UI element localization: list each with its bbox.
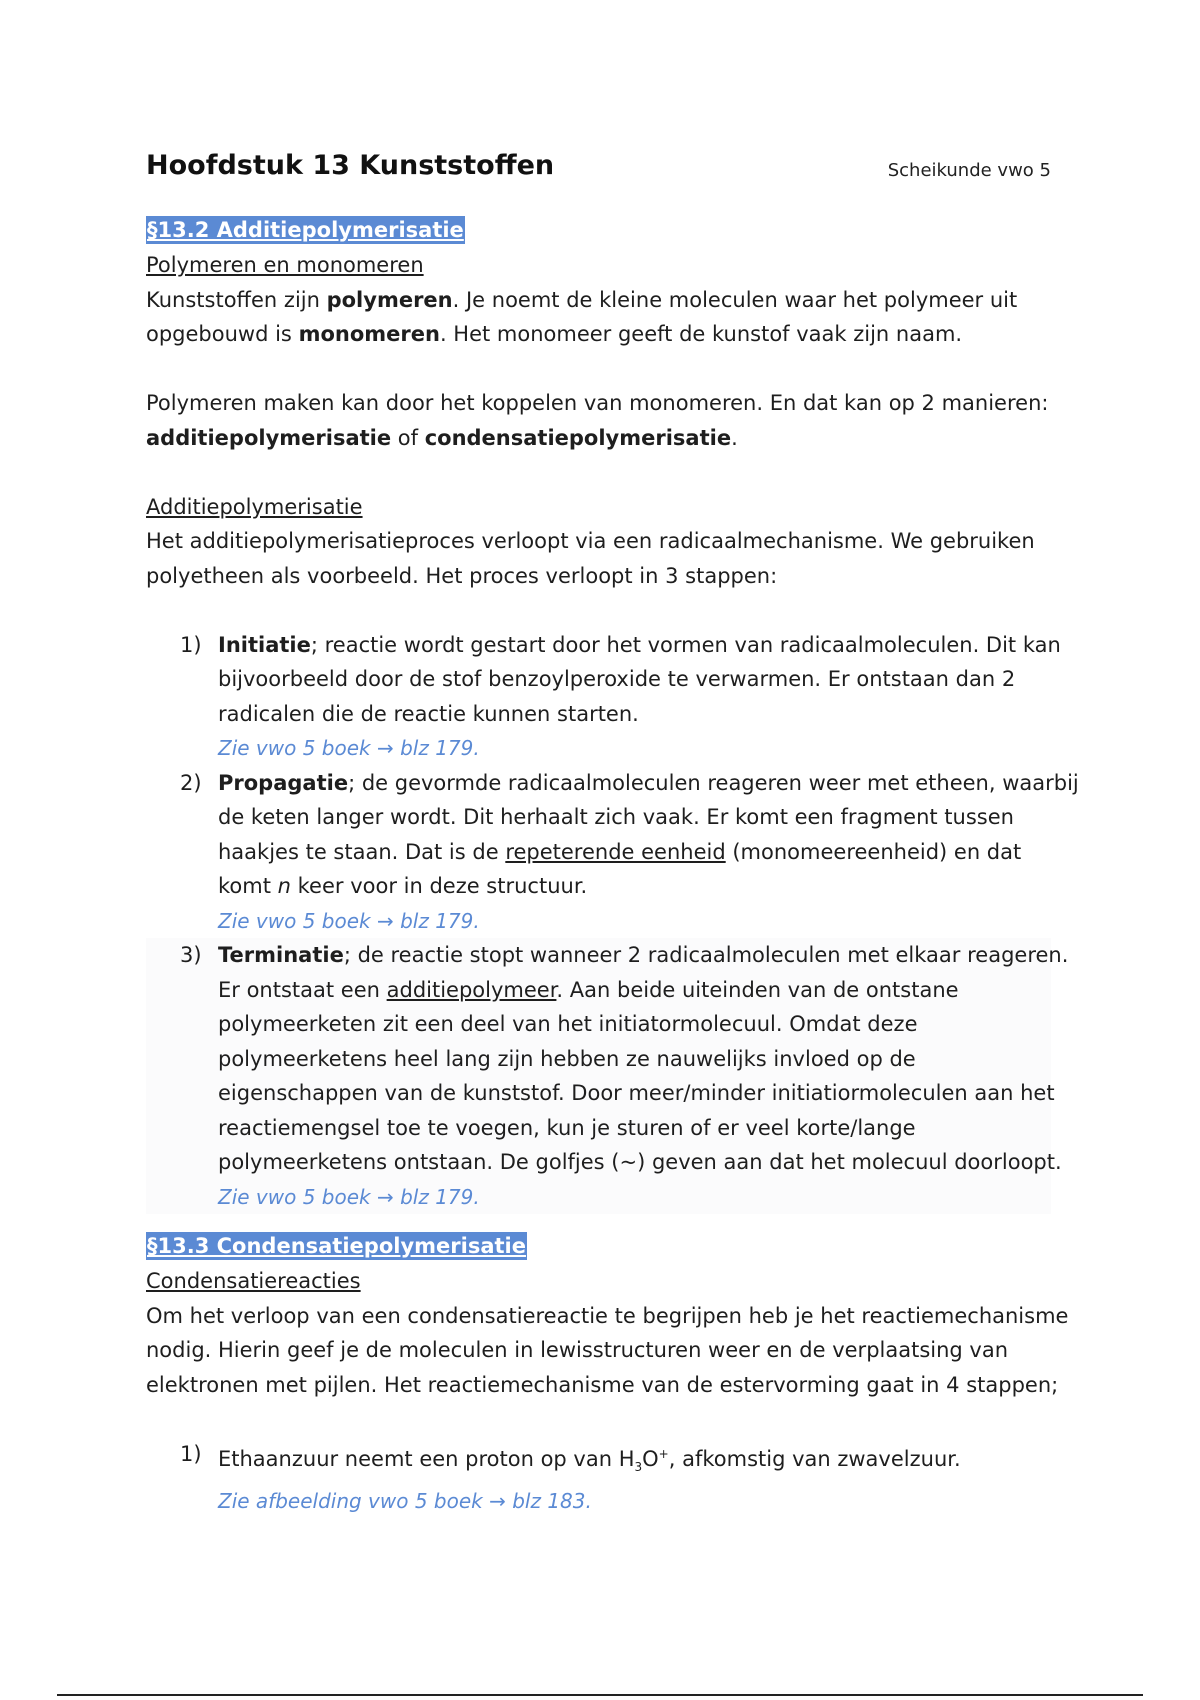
subheading-condensatiereacties: Condensatiereacties: [146, 1269, 361, 1293]
list-item: 1) Ethaanzuur neemt een proton op van $H_3O^+$, afkomstig van zwavelzuur. Zie afbeelding vwo 5 boek → blz 183.: [146, 1437, 1051, 1519]
paragraph-line: Het additiepolymerisatieproces verloopt via een radicaalmechanisme. We gebruiken: [146, 529, 1035, 553]
list-number: 1): [180, 1441, 202, 1466]
book-reference: Zie vwo 5 boek → blz 179.: [218, 908, 480, 933]
paragraph-line: polyetheen als voorbeeld. Het proces verloopt in 3 stappen:: [146, 563, 778, 588]
page-header: [146, 150, 1051, 190]
paragraph-line: elektronen met pijlen. Het reactiemechanisme van de estervorming gaat in 4 stappen;: [146, 1372, 1059, 1397]
document-subject: Scheikunde vwo 5: [887, 160, 1051, 181]
paragraph-line: nodig. Hierin geef je de moleculen in lewisstructuren weer en de verplaatsing van: [146, 1338, 1009, 1362]
paragraph-line: Polymeren maken kan door het koppelen van monomeren. En dat kan op 2 manieren:: [146, 391, 1049, 415]
list-item: 2) Propagatie; de gevormde radicaalmoleculen reageren weer met etheen, waarbij de keten langer wordt. Dit herhaalt zich vaak. Er komt een fragment tussen haakjes te staan. Dat is de repeterende eenheid (monomeereenheid) en dat komt n keer voor in deze structuur. Zie vwo 5 boek → blz 179.: [146, 766, 1051, 939]
footer-divider: [57, 1694, 1143, 1696]
paragraph-line: Om het verloop van een condensatiereactie te begrijpen heb je het reactiemechanisme: [146, 1303, 1069, 1328]
subheading-polymeren: Polymeren en monomeren: [146, 253, 424, 277]
section-heading-13-3[interactable]: §13.3 Condensatiepolymerisatie: [147, 1234, 526, 1258]
section-13-3: [146, 1232, 1069, 1519]
list-number: 2): [180, 770, 202, 795]
book-reference: Zie vwo 5 boek → blz 179.: [218, 1184, 480, 1209]
steps-list: [146, 1437, 1051, 1519]
section-heading-13-2[interactable]: §13.2 Additiepolymerisatie: [147, 218, 464, 242]
document-body: [146, 216, 1079, 1519]
paragraph-line: additiepolymerisatie of condensatiepolymerisatie.: [146, 425, 738, 450]
paragraph-line: opgebouwd is monomeren. Het monomeer geeft de kunstof vaak zijn naam.: [146, 322, 963, 346]
list-item: 1) Initiatie; reactie wordt gestart door het vormen van radicaalmoleculen. Dit kan bijvoorbeeld door de stof benzoylperoxide te verwarmen. Er ontstaan dan 2 radicalen die de reactie kunnen starten. Zie vwo 5 boek → blz 179.: [146, 628, 1051, 766]
subheading-additiepolymerisatie: Additiepolymerisatie: [146, 494, 363, 519]
list-item: 3) Terminatie; de reactie stopt wanneer 2 radicaalmoleculen met elkaar reageren. Er ontstaat een additiepolymeer. Aan beide uiteinden van de ontstane polymeerketen zit een deel van het initiatormolecuul. Omdat deze polymeerketens heel lang zijn hebben ze nauwelijks invloed op de eigenschappen van de kunststof. Door meer/minder initiatiormoleculen aan het reactiemengsel toe te voegen, kun je sturen of er veel korte/lange polymeerketens ontstaan. De golfjes (~) geven aan dat het molecuul doorloopt. Zie vwo 5 boek → blz 179.: [146, 938, 1051, 1214]
book-reference: Zie vwo 5 boek → blz 179.: [218, 736, 480, 760]
book-reference: Zie afbeelding vwo 5 boek → blz 183.: [218, 1489, 592, 1514]
paragraph-line: Kunststoffen zijn polymeren. Je noemt de kleine moleculen waar het polymeer uit: [146, 287, 1018, 312]
list-number: 3): [180, 943, 202, 967]
section-13-2: [146, 216, 1079, 1214]
document-title: Hoofdstuk 13 Kunststoffen: [146, 150, 555, 181]
list-number: 1): [180, 632, 202, 657]
steps-list: [146, 628, 1079, 1215]
